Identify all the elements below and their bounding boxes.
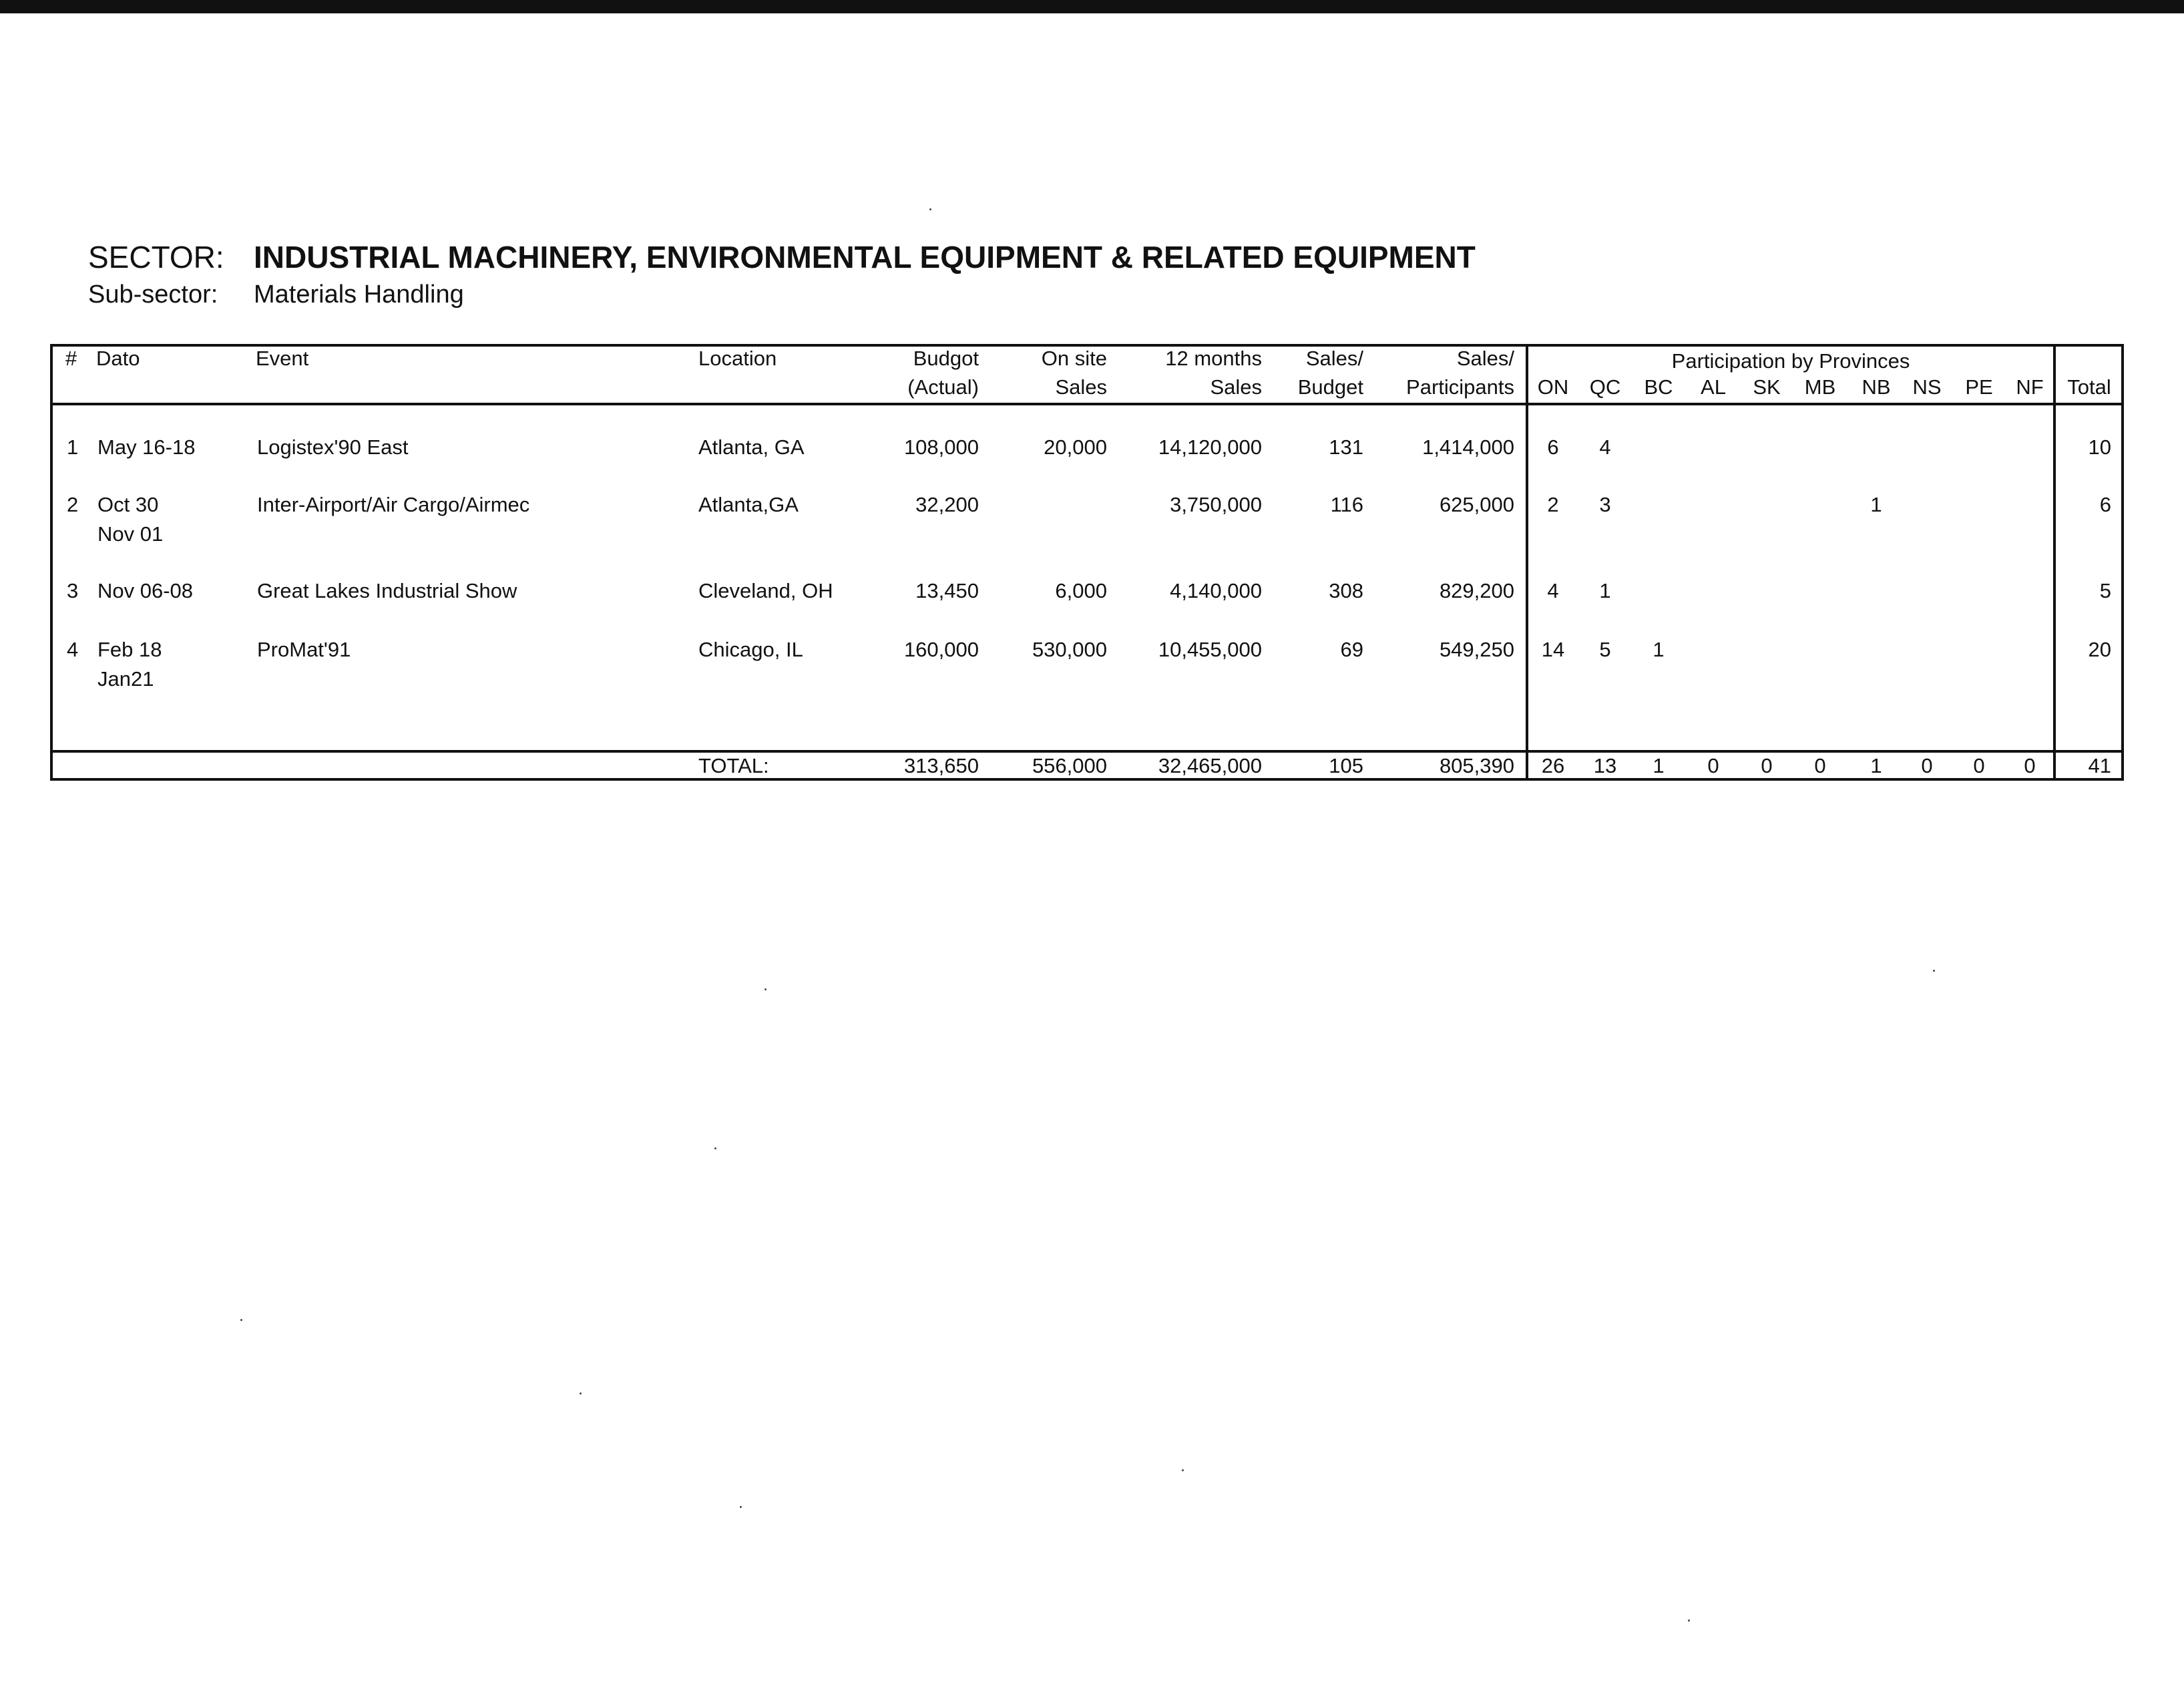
header-12months-line1: 12 months — [1165, 347, 1262, 370]
header-num: # — [65, 347, 77, 370]
header-sales-participants-line1: Sales/ — [1456, 347, 1514, 370]
sector-heading — [88, 239, 1476, 275]
header-location: Location — [698, 347, 777, 370]
row-budget: 108,000 — [903, 435, 979, 459]
row-budget: 160,000 — [903, 638, 979, 661]
total-sales-participants: 805,390 — [1439, 754, 1514, 777]
total-budget: 313,650 — [903, 754, 979, 777]
row-12months-sales: 14,120,000 — [1158, 435, 1262, 459]
header-budget-line2: (Actual) — [907, 375, 979, 399]
total-province-al: 0 — [1707, 754, 1719, 777]
row-num: 4 — [67, 638, 79, 661]
speck — [580, 1392, 582, 1394]
row-sales-participants: 549,250 — [1439, 638, 1514, 661]
row-budget: 32,200 — [915, 493, 979, 516]
row-num: 1 — [67, 435, 79, 459]
row-date: Feb 18 — [97, 638, 162, 661]
total-province-on: 26 — [1541, 754, 1565, 777]
total-province-nf: 0 — [2024, 754, 2036, 777]
total-province-pe: 0 — [1973, 754, 1985, 777]
header-province-pe: PE — [1965, 375, 1993, 399]
events-table-frame — [50, 344, 2124, 781]
speck — [765, 988, 767, 990]
header-onsite-line1: On site — [1041, 347, 1107, 370]
header-province-al: AL — [1701, 375, 1726, 399]
speck — [714, 1147, 716, 1149]
header-event: Event — [256, 347, 309, 370]
row-budget: 13,450 — [915, 579, 979, 602]
header-sales-budget-line2: Budget — [1297, 375, 1363, 399]
row-date: May 16-18 — [97, 435, 196, 459]
header-province-nf: NF — [2016, 375, 2044, 399]
row-sales-participants: 625,000 — [1439, 493, 1514, 516]
header-onsite-line2: Sales — [1055, 375, 1107, 399]
total-grand-total: 41 — [2088, 754, 2111, 777]
row-location: Chicago, IL — [698, 638, 803, 661]
row-sales-budget: 69 — [1340, 638, 1363, 661]
header-province-sk: SK — [1753, 375, 1781, 399]
header-province-on: ON — [1537, 375, 1569, 399]
speck — [1182, 1469, 1184, 1471]
row-sales-participants: 1,414,000 — [1422, 435, 1514, 459]
row-total: 5 — [2099, 579, 2111, 602]
header-province-mb: MB — [1804, 375, 1836, 399]
header-date: Dato — [96, 347, 140, 370]
speck — [929, 208, 931, 210]
speck — [1933, 970, 1935, 972]
header-province-bc: BC — [1644, 375, 1673, 399]
header-sales-budget-line1: Sales/ — [1305, 347, 1363, 370]
provinces-left-rule — [1526, 344, 1528, 781]
header-total: Total — [2067, 375, 2111, 399]
total-province-nb: 1 — [1870, 754, 1882, 777]
speck — [740, 1506, 742, 1508]
row-total: 6 — [2099, 493, 2111, 516]
row-total: 10 — [2088, 435, 2111, 459]
subsector-label: Sub-sector: — [88, 280, 218, 309]
header-province-qc: QC — [1589, 375, 1621, 399]
speck — [1688, 1620, 1690, 1622]
row-onsite-sales: 6,000 — [1055, 579, 1107, 602]
row-event: Great Lakes Industrial Show — [257, 579, 517, 602]
row-12months-sales: 3,750,000 — [1170, 493, 1262, 516]
row-total: 20 — [2088, 638, 2111, 661]
row-event: Logistex'90 East — [257, 435, 409, 459]
row-sales-participants: 829,200 — [1439, 579, 1514, 602]
row-date: Oct 30 — [97, 493, 159, 516]
top-border-bar — [0, 0, 2184, 13]
subsector-heading — [88, 280, 464, 309]
row-onsite-sales: 530,000 — [1032, 638, 1107, 661]
row-12months-sales: 10,455,000 — [1158, 638, 1262, 661]
row-onsite-sales: 20,000 — [1044, 435, 1107, 459]
row-event: ProMat'91 — [257, 638, 351, 661]
header-participation: Participation by Provinces — [1671, 349, 1910, 373]
header-budget-line1: Budgot — [913, 347, 979, 370]
row-province-bc: 1 — [1653, 638, 1665, 661]
row-12months-sales: 4,140,000 — [1170, 579, 1262, 602]
row-date: Nov 06-08 — [97, 579, 194, 602]
sector-value: INDUSTRIAL MACHINERY, ENVIRONMENTAL EQUIPMENT & RELATED EQUIPMENT — [254, 240, 1476, 274]
total-province-bc: 1 — [1653, 754, 1665, 777]
row-location: Atlanta,GA — [698, 493, 799, 516]
row-num: 3 — [67, 579, 79, 602]
row-province-qc: 5 — [1599, 638, 1611, 661]
row-province-qc: 1 — [1599, 579, 1611, 602]
row-province-qc: 4 — [1599, 435, 1611, 459]
header-province-nb: NB — [1862, 375, 1891, 399]
total-label: TOTAL: — [698, 754, 769, 777]
row-province-on: 6 — [1547, 435, 1559, 459]
row-province-qc: 3 — [1599, 493, 1611, 516]
speck — [240, 1319, 242, 1321]
row-date-line2: Nov 01 — [97, 522, 164, 546]
row-num: 2 — [67, 493, 79, 516]
subsector-value: Materials Handling — [254, 280, 464, 309]
provinces-right-rule — [2053, 344, 2056, 781]
row-province-nb: 1 — [1870, 493, 1882, 516]
row-sales-budget: 116 — [1330, 493, 1363, 516]
total-province-ns: 0 — [1921, 754, 1933, 777]
header-province-ns: NS — [1912, 375, 1942, 399]
row-event: Inter-Airport/Air Cargo/Airmec — [257, 493, 530, 516]
row-province-on: 14 — [1541, 638, 1565, 661]
total-sales-budget: 105 — [1329, 754, 1363, 777]
total-onsite-sales: 556,000 — [1032, 754, 1107, 777]
header-12months-line2: Sales — [1210, 375, 1262, 399]
row-sales-budget: 131 — [1329, 435, 1363, 459]
row-location: Cleveland, OH — [698, 579, 833, 602]
total-12months-sales: 32,465,000 — [1158, 754, 1262, 777]
total-province-mb: 0 — [1814, 754, 1826, 777]
header-rule — [50, 403, 2124, 405]
header-sales-participants-line2: Participants — [1406, 375, 1514, 399]
total-province-qc: 13 — [1593, 754, 1617, 777]
row-location: Atlanta, GA — [698, 435, 805, 459]
row-date-line2: Jan21 — [97, 667, 154, 691]
row-sales-budget: 308 — [1329, 579, 1363, 602]
row-province-on: 4 — [1547, 579, 1559, 602]
sector-label: SECTOR: — [88, 240, 224, 274]
total-province-sk: 0 — [1761, 754, 1773, 777]
row-province-on: 2 — [1547, 493, 1559, 516]
